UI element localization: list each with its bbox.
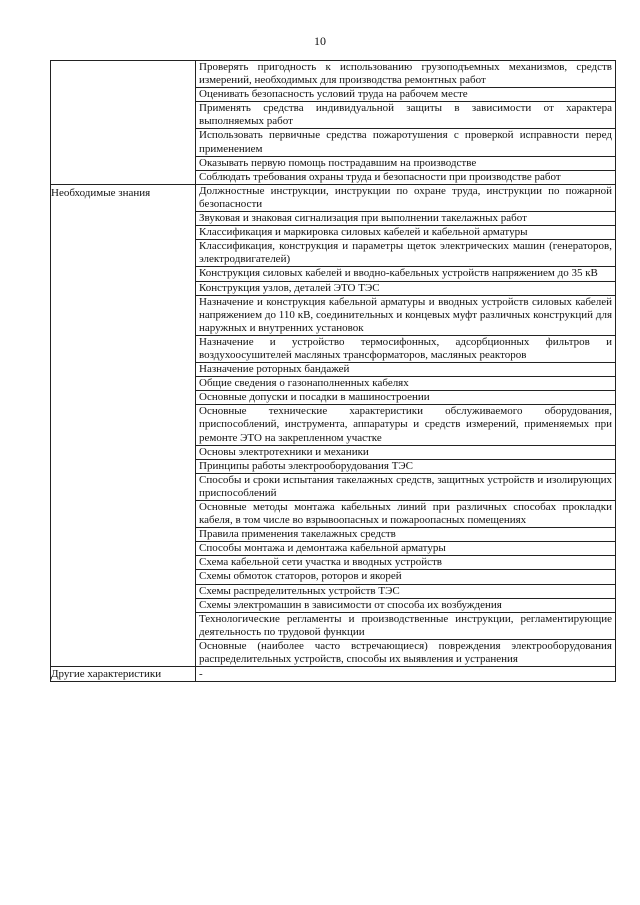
list-item: Основные методы монтажа кабельных линий при различных способах прокладки кабеля, в том числе во взрывоопасных и пожароопасных помещениях [196, 501, 615, 528]
list-item: Оценивать безопасность условий труда на рабочем месте [196, 88, 615, 102]
list-item: Конструкция силовых кабелей и вводно-кабельных устройств напряжением до 35 кВ [196, 267, 615, 281]
row-label-cell [51, 184, 196, 666]
list-item: Соблюдать требования охраны труда и безопасности при производстве работ [199, 170, 561, 183]
list-item: Способы монтажа и демонтажа кабельной арматуры [196, 542, 615, 556]
knowledge-cell [196, 184, 616, 666]
other-characteristics-cell [196, 667, 616, 682]
list-item: Основные технические характеристики обслуживаемого оборудования, приспособлений, инструмента, аппаратуры и средств измерений, применяемых при ремонте ЭТО на закрепленном участке [196, 405, 615, 445]
list-item: Проверять пригодность к использованию грузоподъемных механизмов, средств измерений, необходимых для производства ремонтных работ [196, 61, 615, 88]
list-item: Звуковая и знаковая сигнализация при выполнении такелажных работ [196, 212, 615, 226]
row-label: Необходимые знания [51, 186, 151, 199]
list-item: Основные (наиболее часто встречающиеся) повреждения электрооборудования распределительных устройств, способы их выявления и устранения [199, 639, 612, 666]
row-label-cell [51, 61, 196, 185]
list-item: Назначение и устройство термосифонных, адсорбционных фильтров и воздухоосушителей масляных трансформаторов, масляных реакторов [196, 336, 615, 363]
list-item: Схема кабельной сети участка и вводных устройств [196, 556, 615, 570]
skills-cell [196, 61, 616, 185]
table-row [51, 184, 616, 666]
list-item: Основы электротехники и механики [196, 446, 615, 460]
list-item: Назначение и конструкция кабельной арматуры и вводных устройств силовых кабелей напряжением до 110 кВ, соединительных и концевых муфт различных конструкций для наружных и внутренних установок [196, 296, 615, 336]
list-item: Основные допуски и посадки в машиностроении [196, 391, 615, 405]
characteristics-table [50, 60, 616, 682]
list-item: Принципы работы электрооборудования ТЭС [196, 460, 615, 474]
list-item: Оказывать первую помощь пострадавшим на производстве [196, 157, 615, 171]
list-item: Применять средства индивидуальной защиты в зависимости от характера выполняемых работ [196, 102, 615, 129]
list-item: Должностные инструкции, инструкции по охране труда, инструкции по пожарной безопасности [196, 185, 615, 212]
row-label-cell [51, 667, 196, 682]
row-label [51, 61, 195, 63]
list-item: Общие сведения о газонаполненных кабелях [196, 377, 615, 391]
list-item: Конструкция узлов, деталей ЭТО ТЭС [196, 282, 615, 296]
list-item: Схемы обмоток статоров, роторов и якорей [196, 570, 615, 584]
page-number: 10 [314, 34, 326, 48]
list-item: Технологические регламенты и производственные инструкции, регламентирующие деятельность по трудовой функции [196, 613, 615, 640]
list-item: Классификация, конструкция и параметры щеток электрических машин (генераторов, электродвигателей) [196, 240, 615, 267]
list-item: Способы и сроки испытания такелажных средств, защитных устройств и изолирующих приспособлений [196, 474, 615, 501]
other-characteristics-value: - [199, 668, 203, 681]
table-row [51, 667, 616, 682]
list-item: Назначение роторных бандажей [196, 363, 615, 377]
list-item: Схемы электромашин в зависимости от способа их возбуждения [196, 599, 615, 613]
other-characteristics-label: Другие характеристики [51, 668, 162, 681]
table-row [51, 61, 616, 185]
list-item: Схемы распределительных устройств ТЭС [196, 585, 615, 599]
list-item: Классификация и маркировка силовых кабелей и кабельной арматуры [196, 226, 615, 240]
list-item: Использовать первичные средства пожаротушения с проверкой исправности перед применением [196, 129, 615, 156]
list-item: Правила применения такелажных средств [196, 528, 615, 542]
